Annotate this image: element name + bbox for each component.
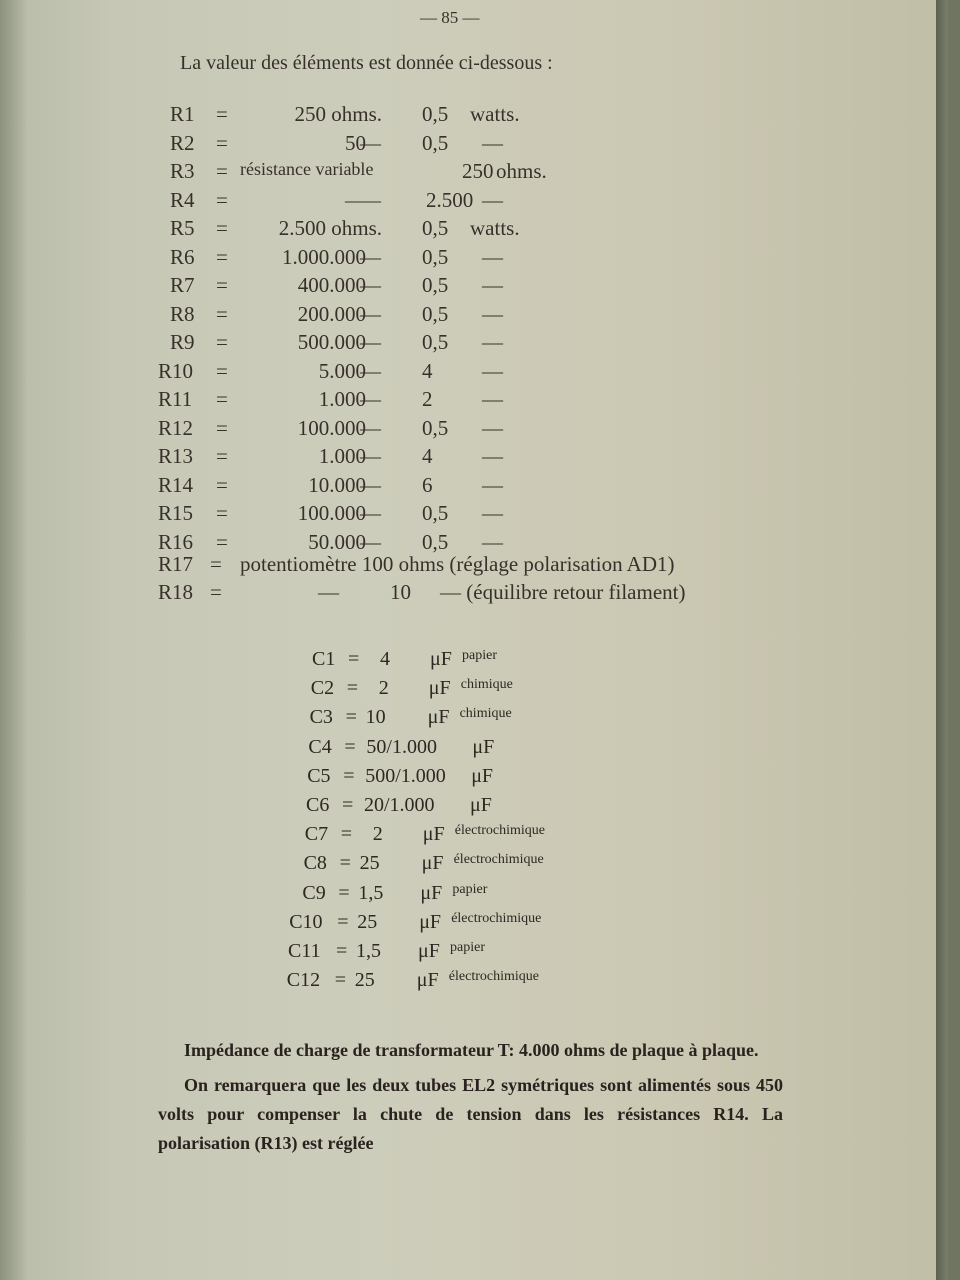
page-edge — [936, 0, 948, 1280]
capacitor-eq: = — [339, 852, 351, 875]
resistor-ref: R9 — [170, 330, 195, 354]
intro-text: La valeur des éléments est donnée ci-dessous : — [180, 52, 553, 74]
capacitor-ref: C11 — [288, 940, 321, 962]
paragraph-impedance: Impédance de charge de transformateur T: 4.000 ohms de plaque à plaque. — [184, 1040, 759, 1060]
capacitor-value: 20/1.000 — [364, 794, 435, 816]
resistor-separator: — — [360, 472, 381, 497]
capacitor-row — [308, 736, 648, 762]
resistor-ref: R10 — [158, 358, 194, 383]
resistor-value: résistance variable — [240, 159, 374, 179]
capacitor-ref: C10 — [289, 910, 323, 933]
resistor-value: — — [345, 187, 366, 212]
capacitor-ref: C4 — [308, 735, 332, 758]
capacitor-unit: μF — [430, 648, 452, 670]
resistor-separator: — — [360, 244, 381, 269]
resistor-power: 6 — [422, 472, 433, 497]
capacitor-unit: μF — [428, 677, 451, 700]
capacitor-type: électrochimique — [451, 910, 542, 926]
resistor-row — [158, 444, 678, 470]
resistor-ref: R7 — [170, 273, 195, 297]
capacitor-value: 4 — [380, 648, 390, 670]
resistor-row — [158, 416, 678, 442]
resistor-separator: — — [360, 130, 381, 155]
resistor-ref: R18 — [158, 580, 194, 604]
resistor-ref: R11 — [158, 387, 193, 411]
resistor-value: 500.000 — [297, 330, 366, 354]
capacitor-row — [307, 765, 647, 791]
capacitor-row — [304, 852, 644, 878]
resistor-ref: R17 — [158, 552, 194, 576]
resistor-power: 250 — [462, 159, 494, 183]
resistor-eq: = — [216, 301, 228, 326]
resistor-power: 0,5 — [422, 273, 449, 297]
resistor-ref: R12 — [158, 415, 194, 440]
resistor-power: 2 — [422, 387, 433, 411]
resistor-separator: — — [360, 358, 381, 383]
capacitor-type: papier — [462, 648, 497, 663]
body-paragraph — [158, 1036, 783, 1158]
resistor-power: 4 — [422, 444, 433, 468]
resistor-value: 10.000 — [308, 472, 366, 497]
resistor-ref: R5 — [170, 216, 195, 240]
resistor-value: 100.000 — [297, 415, 366, 440]
resistor-unit: — — [482, 244, 503, 269]
resistor-value: 250 ohms. — [294, 102, 382, 126]
capacitor-eq: = — [345, 706, 357, 729]
resistor-separator: — — [360, 387, 381, 411]
resistor-eq: = — [216, 187, 228, 212]
resistor-separator: — — [360, 330, 381, 354]
resistor-power: 0,5 — [422, 102, 449, 126]
capacitor-value: 25 — [359, 852, 380, 875]
resistor-unit: — — [482, 273, 503, 297]
resistor-value: 50.000 — [308, 529, 366, 554]
resistor-value: 1.000 — [318, 387, 366, 411]
resistor-unit: — — [482, 472, 503, 497]
resistor-row — [158, 501, 678, 527]
capacitor-type: électrochimique — [448, 969, 539, 985]
resistor-row — [170, 302, 690, 328]
resistor-value: 100.000 — [297, 501, 366, 525]
resistor-unit: watts. — [470, 102, 520, 126]
resistor-eq: = — [216, 216, 228, 240]
resistor-ref: R14 — [158, 472, 194, 497]
capacitor-unit: μF — [418, 940, 440, 962]
resistor-unit: — — [482, 358, 503, 383]
capacitor-unit: μF — [470, 794, 492, 816]
capacitor-ref: C1 — [312, 648, 336, 670]
capacitor-ref: C5 — [307, 764, 331, 787]
resistor-ref: R13 — [158, 444, 194, 468]
resistor-power: 0,5 — [422, 301, 449, 326]
resistor-unit: ohms. — [496, 159, 547, 183]
resistor-description: — (équilibre retour filament) — [440, 580, 686, 604]
resistor-value: 1.000 — [318, 444, 366, 468]
resistor-ref: R4 — [170, 187, 195, 212]
capacitor-row — [311, 677, 651, 703]
capacitor-row — [288, 940, 640, 966]
capacitor-eq: = — [342, 794, 354, 816]
capacitor-eq: = — [346, 677, 359, 700]
resistor-unit: — — [482, 387, 503, 411]
capacitor-value: 50/1.000 — [366, 735, 437, 758]
resistor-unit: — — [482, 444, 503, 468]
capacitor-type: chimique — [459, 706, 512, 722]
capacitor-unit: μF — [472, 735, 495, 758]
resistor-ref: R6 — [170, 244, 195, 269]
resistor-power: 0,5 — [422, 216, 449, 240]
resistor-row — [170, 188, 690, 214]
resistor-separator: — — [360, 415, 381, 440]
capacitor-eq: = — [340, 823, 353, 846]
resistor-eq: = — [216, 501, 228, 525]
page-number: — 85 — — [420, 8, 480, 27]
capacitor-ref: C2 — [310, 677, 335, 700]
capacitor-value: 25 — [357, 910, 378, 933]
capacitor-eq: = — [344, 735, 356, 758]
capacitor-row — [305, 823, 645, 849]
capacitor-unit: μF — [421, 852, 444, 875]
resistor-ref: R2 — [170, 130, 195, 155]
capacitor-value: 25 — [354, 969, 375, 992]
capacitor-eq: = — [334, 969, 347, 992]
capacitor-row — [310, 706, 650, 732]
resistor-eq: = — [216, 159, 228, 183]
resistor-eq: = — [216, 330, 228, 354]
resistor-row — [170, 273, 690, 299]
capacitor-eq: = — [336, 940, 348, 962]
capacitor-unit: μF — [419, 910, 442, 933]
resistor-separator: — — [360, 444, 381, 468]
capacitor-type: papier — [452, 881, 488, 897]
resistor-separator: — — [360, 273, 381, 297]
resistor-separator: — — [360, 501, 381, 525]
capacitor-value: 2 — [378, 677, 389, 700]
resistor-value: 10 — [390, 580, 411, 604]
capacitor-type: chimique — [460, 677, 513, 693]
resistor-power: 0,5 — [422, 415, 449, 440]
capacitor-eq: = — [343, 764, 355, 787]
resistor-ref: R15 — [158, 501, 194, 525]
capacitor-ref: C3 — [309, 706, 333, 729]
resistor-row — [158, 387, 678, 413]
resistor-value: 200.000 — [297, 301, 366, 326]
resistor-eq: = — [216, 102, 228, 126]
resistor-row — [170, 102, 690, 128]
resistor-power: 0,5 — [422, 244, 449, 269]
resistor-power: 0,5 — [422, 330, 449, 354]
resistor-power: 0,5 — [422, 529, 449, 554]
resistor-row — [170, 330, 690, 356]
capacitor-eq: = — [338, 881, 350, 904]
resistor-eq: = — [216, 415, 228, 440]
capacitor-eq: = — [337, 910, 349, 933]
resistor-power: 0,5 — [422, 501, 449, 525]
resistor-row — [170, 216, 690, 242]
resistor-ref: R3 — [170, 159, 195, 183]
resistor-eq: = — [216, 529, 228, 554]
resistor-row — [158, 473, 678, 499]
paragraph-tubes: On remarquera que les deux tubes EL2 symétriques sont alimentés sous 450 volts pour compenser la chute de tension dans les résistances R14. La polarisation (R13) est réglée — [158, 1075, 783, 1153]
capacitor-value: 10 — [365, 706, 386, 729]
resistor-row — [170, 159, 690, 185]
resistor-eq: = — [216, 444, 228, 468]
resistor-eq: = — [216, 130, 228, 155]
capacitor-unit: μF — [420, 881, 443, 904]
capacitor-type: papier — [450, 940, 485, 955]
resistor-value: 50 — [345, 130, 366, 155]
capacitor-unit: μF — [422, 823, 445, 846]
resistor-row — [170, 131, 690, 157]
resistor-value: 5.000 — [318, 358, 366, 383]
resistor-value: 1.000.000 — [282, 244, 366, 269]
resistor-ref: R8 — [170, 301, 195, 326]
resistor-power: 4 — [422, 358, 433, 383]
capacitor-type: électrochimique — [453, 852, 544, 868]
capacitor-value: 2 — [372, 823, 383, 846]
resistor-row — [158, 359, 678, 385]
resistor-power: 2.500 — [426, 187, 474, 212]
resistor-ref: R16 — [158, 529, 194, 554]
resistor-eq: = — [216, 358, 228, 383]
resistor-value: 2.500 ohms. — [278, 216, 382, 240]
capacitor-ref: C12 — [286, 969, 321, 992]
resistor-row — [170, 245, 690, 271]
capacitor-row — [289, 910, 641, 937]
capacitor-row — [312, 648, 652, 674]
resistor-unit: — — [482, 529, 503, 554]
capacitor-eq: = — [348, 648, 360, 670]
resistor-value: — — [318, 580, 339, 604]
capacitor-row — [302, 882, 642, 908]
resistor-eq: = — [216, 273, 228, 297]
capacitor-ref: C6 — [306, 794, 330, 816]
resistor-separator: — — [360, 301, 381, 326]
resistor-separator: — — [360, 529, 381, 554]
resistor-separator: — — [360, 187, 381, 212]
resistor-unit: — — [482, 415, 503, 440]
resistor-ref: R1 — [170, 102, 195, 126]
resistor-eq: = — [216, 387, 228, 411]
capacitor-type: électrochimique — [454, 823, 545, 839]
resistor-unit: — — [482, 187, 503, 212]
resistor-power: 0,5 — [422, 130, 449, 155]
resistor-unit: — — [482, 330, 503, 354]
capacitor-row — [306, 794, 646, 820]
resistor-unit: watts. — [470, 216, 520, 240]
capacitor-value: 1,5 — [358, 881, 384, 904]
resistor-unit: — — [482, 301, 503, 326]
resistor-description: potentiomètre 100 ohms (réglage polarisation AD1) — [240, 552, 675, 576]
capacitor-ref: C9 — [302, 881, 326, 904]
capacitor-unit: μF — [427, 706, 450, 729]
resistor-eq: = — [216, 244, 228, 269]
resistor-eq: = — [216, 472, 228, 497]
capacitor-ref: C8 — [303, 852, 327, 875]
resistor-eq: = — [210, 580, 222, 604]
capacitor-unit: μF — [471, 764, 494, 787]
capacitor-ref: C7 — [304, 823, 329, 846]
capacitor-value: 1,5 — [356, 940, 381, 962]
capacitor-value: 500/1.000 — [365, 764, 446, 787]
capacitor-unit: μF — [416, 969, 439, 992]
resistor-eq: = — [210, 552, 222, 576]
resistor-unit: — — [482, 501, 503, 525]
resistor-unit: — — [482, 130, 503, 155]
capacitor-row — [286, 969, 639, 995]
resistor-value: 400.000 — [297, 273, 366, 297]
